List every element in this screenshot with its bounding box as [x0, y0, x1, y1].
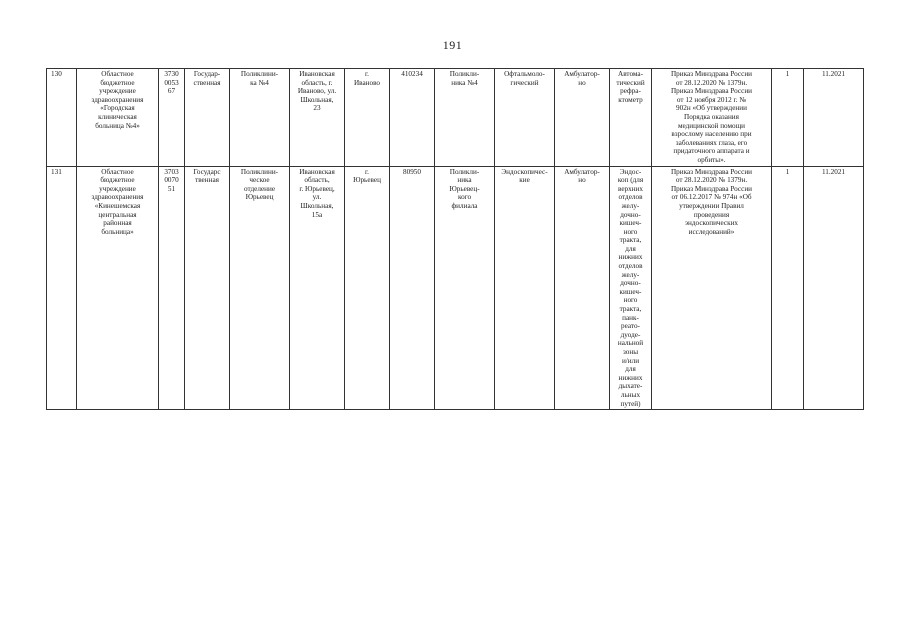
department-cell: Поликли- ника Юрьевец- кого филиала	[435, 166, 495, 410]
address-cell: Ивановская область, г. Юрьевец, ул. Школьная, 15а	[290, 166, 345, 410]
care-type-cell: Амбулатор- но	[555, 69, 610, 167]
ownership-cell: Государс твенная	[185, 166, 230, 410]
equipment-cell: Автома- тический рефра- ктометр	[610, 69, 652, 167]
registry-table	[46, 68, 864, 410]
unit-cell: Поликлини- ка №4	[230, 69, 290, 167]
row-number-cell: 131	[47, 166, 77, 410]
date-cell: 11.2021	[804, 69, 864, 167]
table-row	[47, 166, 864, 410]
address-cell: Ивановская область, г. Иваново, ул. Школьная, 23	[290, 69, 345, 167]
equipment-cell: Эндос- коп (для верхних отделов желу- дочно- кишеч- ного тракта, для нижних отделов желу- дочно- кишеч- ного тракта, панк- реато- дуоде- нальной зоны и/или для нижних дыхате- льных путей)	[610, 166, 652, 410]
profile-cell: Эндоскопичес- кие	[495, 166, 555, 410]
okato-cell: 80950	[390, 166, 435, 410]
page-number: 191	[442, 38, 463, 52]
department-cell: Поликли- ника №4	[435, 69, 495, 167]
care-type-cell: Амбулатор- но	[555, 166, 610, 410]
row-number-cell: 130	[47, 69, 77, 167]
quantity-cell: 1	[772, 166, 804, 410]
table-row	[47, 69, 864, 167]
unit-cell: Поликлини- ческое отделение Юрьевец	[230, 166, 290, 410]
city-cell: г. Иваново	[345, 69, 390, 167]
organization-cell: Областное бюджетное учреждение здравоохранения «Городская клиническая больница №4»	[77, 69, 159, 167]
ownership-cell: Государ- ственная	[185, 69, 230, 167]
okato-cell: 410234	[390, 69, 435, 167]
code-cell: 3703 0070 51	[159, 166, 185, 410]
city-cell: г. Юрьевец	[345, 166, 390, 410]
date-cell: 11.2021	[804, 166, 864, 410]
quantity-cell: 1	[772, 69, 804, 167]
profile-cell: Офтальмоло- гический	[495, 69, 555, 167]
order-cell: Приказ Минздрава России от 28.12.2020 № 1379н. Приказ Минздрава России от 12 ноября 2012 г. № 902н «Об утверждении Порядка оказания медицинской помощи взрослому населению при заболеваниях глаза, его придаточного аппарата и орбиты».	[652, 69, 772, 167]
order-cell: Приказ Минздрава России от 28.12.2020 № 1379н. Приказ Минздрава России от 06.12.2017 № 974н «Об утверждении Правил проведения эндоскопических исследований»	[652, 166, 772, 410]
code-cell: 3730 0053 67	[159, 69, 185, 167]
organization-cell: Областное бюджетное учреждение здравоохранения «Кинешемская центральная районная больница»	[77, 166, 159, 410]
